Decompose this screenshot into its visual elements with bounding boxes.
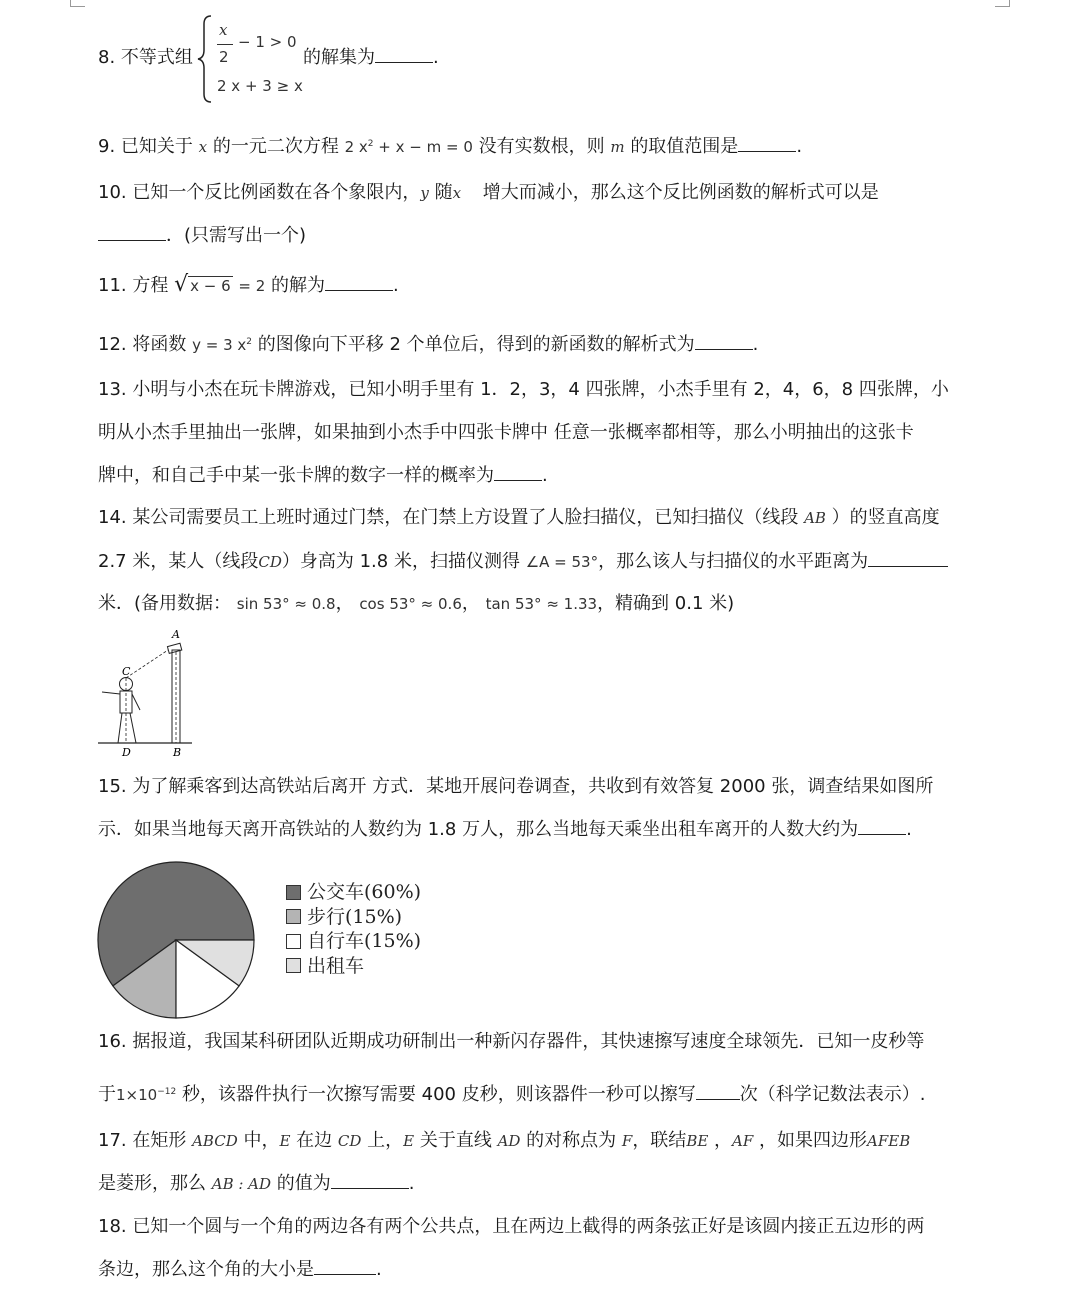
segment-label: CD — [258, 553, 282, 571]
math-label: ABCD — [192, 1132, 238, 1150]
legend-item — [286, 905, 421, 930]
period: . — [408, 1173, 415, 1194]
angle-expression: ∠A = 53° — [525, 553, 599, 571]
q14-text: 米．(备用数据： — [98, 593, 232, 614]
answer-blank[interactable] — [738, 150, 796, 152]
separator: ， — [335, 593, 354, 614]
eq-part: + x − m = 0 — [378, 138, 473, 156]
q14-text: ）身高为 1.8 米，扫描仪测得 — [281, 551, 520, 572]
q12-text: 12. 将函数 — [98, 334, 187, 355]
question-18 — [98, 1215, 924, 1239]
q16-text: 16. 据报道，我国某科研团队近期成功研制出一种新闪存器件，其快速擦写速度全球领先．已知一皮秒等 — [98, 1031, 925, 1052]
question-13-line-2 — [98, 421, 914, 445]
period: . — [433, 47, 439, 68]
answer-blank[interactable] — [696, 1098, 740, 1100]
period: . — [752, 334, 759, 355]
answer-blank[interactable] — [868, 565, 948, 567]
point-label-B: B — [173, 746, 182, 759]
radicand: x − 6 — [190, 277, 231, 295]
q8-fraction-denominator: 2 — [219, 48, 229, 66]
math-label: E — [403, 1132, 415, 1150]
travel-mode-pie-chart — [96, 860, 260, 1020]
question-15 — [98, 775, 933, 799]
q8-inequality-system — [205, 18, 315, 102]
answer-blank[interactable] — [375, 61, 433, 63]
period: . — [796, 136, 803, 157]
q17-text: ，如果四边形 — [759, 1130, 868, 1151]
legend-label: 出租车 — [307, 954, 365, 977]
q8-text: 8. 不等式组 — [98, 47, 193, 68]
leg — [118, 713, 122, 743]
legend-label: 公交车(60%) — [307, 881, 422, 903]
math-var: x — [452, 184, 462, 202]
legend-swatch — [286, 885, 301, 900]
math-label: E — [279, 1132, 291, 1150]
legend-item — [286, 880, 421, 905]
q18-text: 条边，那么这个角的大小是 — [98, 1259, 314, 1280]
question-12 — [98, 330, 758, 357]
legend-item — [286, 954, 421, 979]
period: . — [906, 819, 912, 840]
q10-text: ．(只需写出一个) — [166, 225, 307, 246]
q14-scanner-figure — [96, 628, 196, 760]
q8-fraction-bar — [217, 44, 233, 45]
q18-text: 18. 已知一个圆与一个角的两边各有两个公共点，且在两边上截得的两条弦正好是该圆内接正五边形的两 — [98, 1216, 925, 1237]
q15-text: 示．如果当地每天离开高铁站的人数约为 1.8 万人，那么当地每天乘坐出租车离开的人数大约为 — [98, 819, 859, 840]
exponent: 2 — [246, 337, 252, 347]
question-14-line-3 — [98, 592, 734, 616]
exponent: −12 — [157, 1087, 177, 1097]
trig-value: tan 53° ≈ 1.33 — [485, 595, 598, 613]
q17-text: 的值为 — [276, 1173, 331, 1194]
math-label: F — [621, 1132, 633, 1150]
eq-part: y = 3 x — [192, 336, 247, 354]
period: . — [393, 275, 399, 296]
question-9 — [98, 132, 802, 159]
answer-blank[interactable] — [858, 833, 906, 835]
question-13-line-3 — [98, 464, 548, 488]
eq-part: 2 x — [344, 138, 368, 156]
q9-text: 9. 已知关于 — [98, 136, 193, 157]
q14-text: 14. 某公司需要员工上班时通过门禁，在门禁上方设置了人脸扫描仪，已知扫描仪（线段 — [98, 507, 799, 528]
q8-tail-text: 的解集为 — [303, 47, 375, 68]
question-10-line-2 — [98, 224, 306, 248]
legend-label: 自行车(15%) — [307, 930, 422, 952]
separator: ， — [461, 593, 480, 614]
q12-text: 的图像向下平移 2 个单位后，得到的新函数的解析式为 — [257, 334, 695, 355]
answer-blank[interactable] — [494, 479, 542, 481]
q13-text: 明从小杰手里抽出一张牌，如果抽到小杰手中四张卡牌中 任意一张概率都相等，那么小明抽出的这张卡 — [98, 422, 914, 443]
math-label: AD — [497, 1132, 521, 1150]
q10-text: 10. 已知一个反比例函数在各个象限内， — [98, 182, 421, 203]
sci-base: 1×10 — [116, 1086, 158, 1104]
q14-text: 2.7 米，某人（线段 — [98, 551, 259, 572]
q10-text: 随 — [434, 182, 453, 203]
period: . — [542, 465, 548, 486]
q17-text: 是菱形，那么 — [98, 1173, 206, 1194]
trig-value: sin 53° ≈ 0.8 — [236, 595, 336, 613]
answer-blank[interactable] — [695, 348, 753, 350]
math-label: AB : AD — [211, 1175, 272, 1193]
q14-text: ，那么该人与扫描仪的水平距离为 — [598, 551, 869, 572]
q17-text: 的对称点为 — [526, 1130, 617, 1151]
question-16 — [98, 1030, 924, 1054]
question-14-line-2 — [98, 550, 948, 574]
question-16-line-2 — [98, 1080, 925, 1107]
q17-text: 关于直线 — [419, 1130, 492, 1151]
legend-item — [286, 929, 421, 954]
arm — [102, 692, 120, 694]
pie-legend — [286, 880, 421, 978]
question-17 — [98, 1129, 910, 1153]
legend-swatch — [286, 958, 301, 973]
question-13 — [98, 378, 949, 402]
q16-text: 次（科学记数法表示）. — [739, 1084, 926, 1105]
period: . — [376, 1259, 382, 1280]
answer-blank[interactable] — [331, 1187, 409, 1189]
q14-text: ）的竖直高度 — [831, 507, 940, 528]
q11-text: 的解为 — [271, 275, 326, 296]
question-11 — [98, 273, 399, 298]
arm — [132, 694, 140, 710]
q8-tail — [303, 46, 439, 70]
point-label-D: D — [122, 746, 131, 759]
q17-text: 上， — [367, 1130, 404, 1151]
q9-text: 的取值范围是 — [630, 136, 739, 157]
q8-inequality-2: 2 x + 3 ≥ x — [217, 77, 303, 95]
q17-text: 17. 在矩形 — [98, 1130, 187, 1151]
page-corner-mark — [995, 0, 1010, 7]
q15-text: 15. 为了解乘客到达高铁站后离开 方式．某地开展问卷调查，共收到有效答复 2000 张，调查结果如图所 — [98, 776, 934, 797]
q16-text: 于 — [98, 1084, 116, 1105]
math-label: AFEB — [867, 1132, 911, 1150]
legend-label: 步行(15%) — [307, 905, 403, 928]
separator: ， — [714, 1130, 733, 1151]
q13-text: 13. 小明与小杰在玩卡牌游戏，已知小明手里有 1．2，3，4 四张牌，小杰手里有 2，4，6，8 四张牌，小 — [98, 379, 949, 400]
q12-equation — [192, 336, 252, 354]
sci-notation — [116, 1086, 176, 1104]
question-17-line-2 — [98, 1172, 415, 1196]
q8-fraction-numerator: x — [219, 21, 228, 39]
question-8 — [98, 46, 193, 70]
q17-text: ，联结 — [632, 1130, 687, 1151]
q11-text: 11. 方程 — [98, 275, 169, 296]
q16-text: 秒，该器件执行一次擦写需要 400 皮秒，则该器件一秒可以擦写 — [181, 1084, 696, 1105]
exponent: 2 — [367, 139, 374, 149]
trig-value: cos 53° ≈ 0.6 — [359, 595, 462, 613]
math-var: y — [420, 184, 429, 202]
q17-text: 中， — [243, 1130, 280, 1151]
q9-text: 的一元二次方程 — [212, 136, 339, 157]
q8-inequality-1-rest: − 1 > 0 — [238, 33, 297, 51]
math-label: AF — [732, 1132, 754, 1150]
legend-swatch — [286, 934, 301, 949]
answer-blank[interactable] — [325, 289, 393, 291]
q17-text: 在边 — [296, 1130, 333, 1151]
eq-part: = 2 — [238, 277, 266, 295]
leg — [130, 713, 136, 743]
q9-text: 没有实数根，则 — [478, 136, 605, 157]
point-label-A: A — [172, 628, 180, 641]
page-corner-mark — [70, 0, 85, 7]
math-label: CD — [337, 1132, 362, 1150]
question-14 — [98, 506, 940, 530]
question-15-line-2 — [98, 818, 912, 842]
math-label: BE — [686, 1132, 709, 1150]
question-18-line-2 — [98, 1258, 382, 1282]
segment-label: AB — [804, 509, 826, 527]
math-var: m — [610, 138, 625, 156]
sqrt-sign: √ — [174, 272, 189, 297]
math-var: x — [198, 138, 208, 156]
answer-blank[interactable] — [314, 1273, 376, 1275]
question-10 — [98, 181, 879, 205]
q10-text: 增大而减小，那么这个反比例函数的解析式可以是 — [482, 182, 879, 203]
q14-text: ，精确到 0.1 米) — [597, 593, 735, 614]
sight-line — [126, 650, 168, 678]
answer-blank[interactable] — [98, 239, 166, 241]
point-label-C: C — [122, 665, 131, 678]
q9-equation — [345, 138, 473, 156]
q13-text: 牌中，和自己手中某一张卡牌的数字一样的概率为 — [98, 465, 494, 486]
legend-swatch — [286, 909, 301, 924]
